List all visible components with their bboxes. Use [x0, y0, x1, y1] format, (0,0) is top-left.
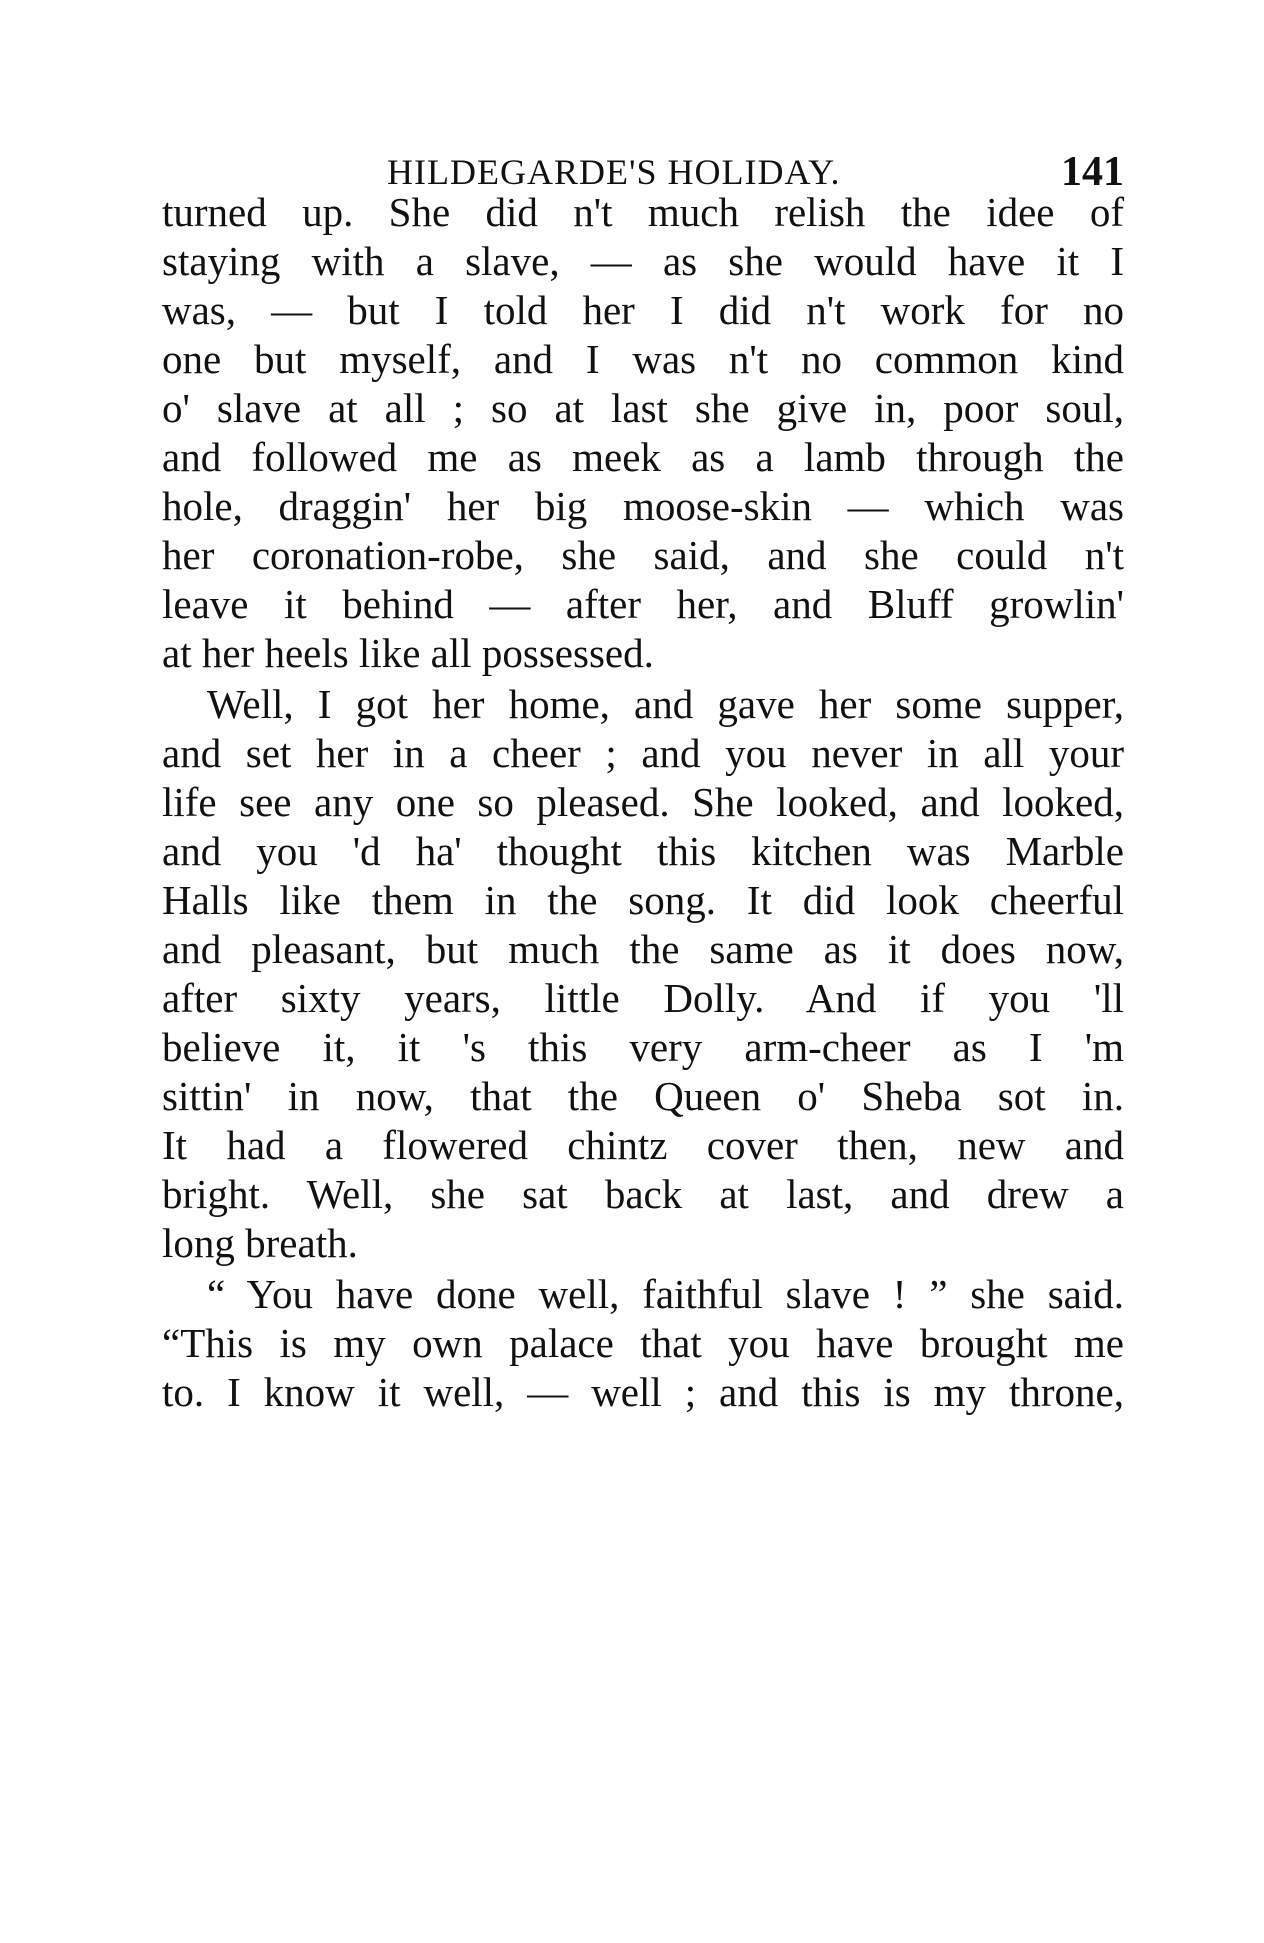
text-line: Halls like them in the song. It did look cheerful — [162, 877, 1124, 923]
text-line: to. I know it well, — well ; and this is my throne, — [162, 1369, 1124, 1415]
text-line: life see any one so pleased. She looked, and looked, — [162, 779, 1124, 825]
text-line: believe it, it 's this very arm-cheer as I 'm — [162, 1024, 1124, 1070]
text-line: and pleasant, but much the same as it does now, — [162, 926, 1124, 972]
text-line: at her heels like all possessed. — [162, 630, 654, 676]
text-line: “This is my own palace that you have brought me — [162, 1320, 1124, 1366]
text-line: one but myself, and I was n't no common kind — [162, 336, 1124, 382]
text-line: her coronation-robe, she said, and she could n't — [162, 532, 1124, 578]
text-line: and set her in a cheer ; and you never in all your — [162, 730, 1124, 776]
text-line: “ You have done well, faithful slave ! ” she said. — [207, 1271, 1124, 1317]
text-line: was, — but I told her I did n't work for no — [162, 287, 1124, 333]
text-line: Well, I got her home, and gave her some supper, — [207, 681, 1124, 727]
text-line: staying with a slave, — as she would have it I — [162, 238, 1124, 284]
text-line: turned up. She did n't much relish the idee of — [162, 189, 1124, 235]
text-line: bright. Well, she sat back at last, and drew a — [162, 1171, 1124, 1217]
text-line: hole, draggin' her big moose-skin — which was — [162, 483, 1124, 529]
text-line: and you 'd ha' thought this kitchen was Marble — [162, 828, 1124, 874]
text-line: leave it behind — after her, and Bluff growlin' — [162, 581, 1124, 627]
text-line: after sixty years, little Dolly. And if you 'll — [162, 975, 1124, 1021]
text-line: long breath. — [162, 1220, 358, 1266]
text-line: o' slave at all ; so at last she give in, poor soul, — [162, 385, 1124, 431]
page-number: 141 — [1061, 149, 1124, 195]
text-line: It had a flowered chintz cover then, new and — [162, 1122, 1124, 1168]
text-line: sittin' in now, that the Queen o' Sheba sot in. — [162, 1073, 1124, 1119]
running-title: HILDEGARDE'S HOLIDAY. — [387, 152, 841, 192]
text-line: and followed me as meek as a lamb through the — [162, 434, 1124, 480]
